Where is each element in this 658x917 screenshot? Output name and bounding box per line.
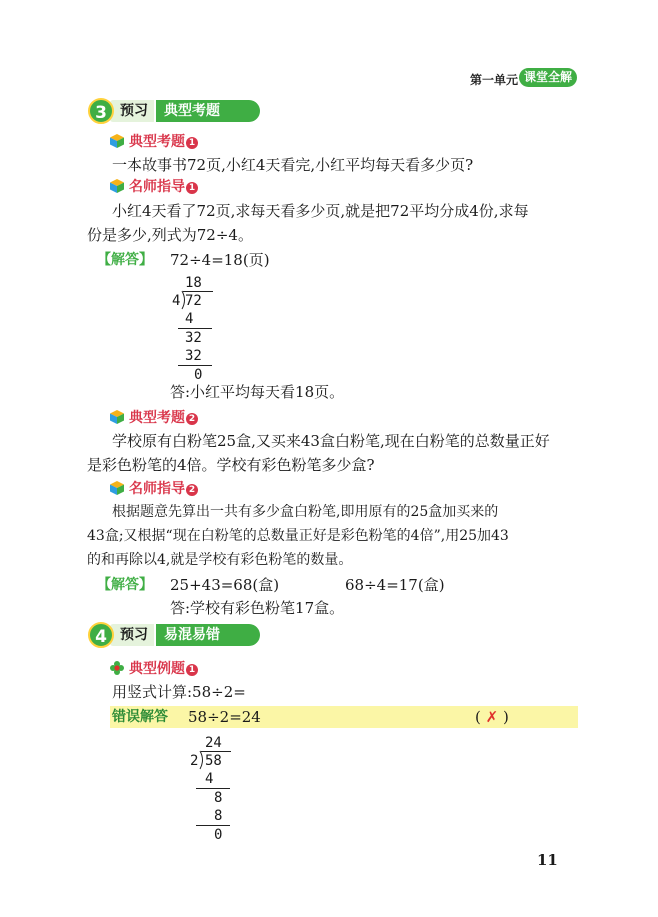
step-3: 8 [214,808,223,824]
section-label: 预习 [110,100,154,122]
section-number: 4 [88,622,114,648]
ex1-long-division [188,734,248,844]
q2-guide-line-3: 的和再除以4,就是学校有彩色粉笔的数量。 [87,552,353,568]
q2-conclusion: 答:学校有彩色粉笔17盒。 [170,599,345,617]
ex1-badge: 1 [186,664,198,676]
q1-guide-line-2: 份是多少,列式为72÷4。 [87,226,253,244]
q1-guide-badge: 1 [186,182,198,194]
section-title: 易混易错 [156,624,260,646]
section-badge: 课堂全解 [519,68,577,87]
section-label: 预习 [110,624,154,646]
quotient: 24 [205,735,222,751]
q1-long-division [170,274,230,384]
q1-badge: 1 [186,137,198,149]
step-line [196,825,230,826]
unit-label: 第一单元 [470,73,519,87]
q2-line-2: 是彩色粉笔的4倍。学校有彩色粉笔多少盒? [87,456,375,474]
q2-heading-text: 典型考题 [129,410,185,426]
cube-icon [110,134,124,148]
q2-guide-line-2: 43盒;又根据“现在白粉笔的总数量正好是彩色粉笔的4倍”,用25加43 [87,528,509,544]
remainder: 0 [214,827,223,843]
q2-guide-line-1: 根据题意先算出一共有多少盒白粉笔,即用原有的25盒加买来的 [112,504,499,520]
q2-guide-badge: 2 [186,484,198,496]
remainder: 0 [194,367,203,383]
cube-icon [110,179,124,193]
step-2: 32 [185,330,202,346]
section-title: 典型考题 [156,100,260,122]
section-number: 3 [88,98,114,124]
quotient: 18 [185,275,202,291]
q2-answer-1: 25+43=68(盒) [170,576,280,594]
q1-text: 一本故事书72页,小红4天看完,小红平均每天看多少页? [112,156,474,174]
q1-guide-line-1: 小红4天看了72页,求每天看多少页,就是把72平均分成4份,求每 [112,202,529,220]
step-1: 4 [205,771,214,787]
step-1: 4 [185,311,194,327]
wrong-expression: 58÷2=24 [188,708,261,726]
section-4-banner [88,622,268,648]
ex1-heading-text: 典型例题 [129,661,185,677]
q2-answer-2: 68÷4=17(盒) [345,576,445,594]
wrong-mark [475,707,509,727]
flower-icon [110,661,124,675]
q2-line-1: 学校原有白粉笔25盒,又买来43盒白粉笔,现在白粉笔的总数量正好 [112,432,550,450]
q1-answer-tag: 【解答】 [97,252,153,268]
q1-guide-heading-text: 名师指导 [129,179,185,195]
cube-icon [110,410,124,424]
ex1-prompt: 用竖式计算:58÷2= [112,683,246,701]
cross-icon: ✗ [485,708,499,726]
wrong-answer-tag: 错误解答 [112,709,168,725]
cube-icon [110,481,124,495]
step-3: 32 [185,348,202,364]
divisor: 2 [190,753,199,769]
step-line [196,788,230,789]
dividend: 72 [185,293,202,309]
q2-guide-heading-text: 名师指导 [129,481,185,497]
wrong-mark-close: ) [503,708,509,726]
dividend: 58 [205,753,222,769]
divisor: 4 [172,293,181,309]
section-3-banner [88,98,268,124]
q2-answer-tag: 【解答】 [97,577,153,593]
q1-heading-text: 典型考题 [129,134,185,150]
q1-conclusion: 答:小红平均每天看18页。 [170,383,345,401]
wrong-mark-open: ( [475,708,481,726]
step-2: 8 [214,790,223,806]
q1-answer: 72÷4=18(页) [170,251,270,269]
q2-badge: 2 [186,413,198,425]
page-number: 11 [537,851,558,869]
